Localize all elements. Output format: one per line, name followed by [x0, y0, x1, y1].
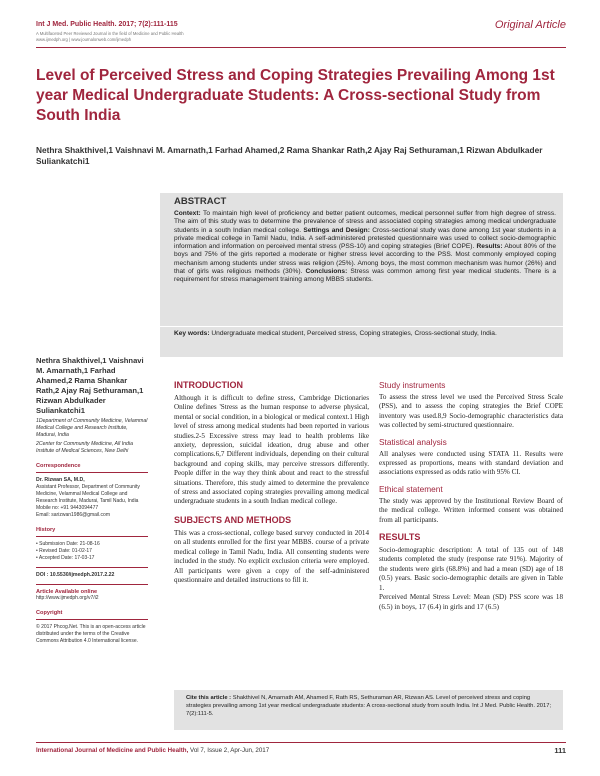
context-text: To maintain high level of proficiency and better patient outcomes, medical personnel suffer from high degree of stress. The aim of this study was to determine the prevalence of stress and associated coping strategies among medical undergraduate students in a south Indian medical college. [174, 210, 556, 234]
introduction-heading: INTRODUCTION [174, 380, 243, 390]
results-heading: RESULTS [379, 532, 421, 543]
results-text-2: Perceived Mental Stress Level: Mean (SD) PSS score was 18 (6.5) in boys, 17 (6.4) in girls and 17 (6.5) [379, 593, 563, 611]
abstract-heading: ABSTRACT [174, 196, 227, 207]
page-number: 111 [554, 746, 566, 755]
correspondence-email[interactable]: Email: sarizwan1986@gmail.com [36, 512, 110, 518]
correspondence-address: Assistant Professor, Department of Community Medicine, Velammal Medical College and Research Institute, Madurai, Tamil Nadu, India [36, 484, 140, 504]
article-type: Original Article [494, 19, 566, 31]
doi-divider [36, 567, 148, 568]
footer-divider [36, 742, 566, 743]
correspondence-name: Dr. Rizwan SA, M.D, [36, 477, 85, 483]
online-divider [36, 584, 148, 585]
copyright-divider [36, 619, 148, 620]
sidebar [36, 356, 148, 645]
online-heading: Article Available online [36, 589, 98, 595]
history-accepted: • Accepted Date: 17-03-17 [36, 555, 95, 561]
history-heading: History [36, 527, 56, 533]
statistics-text: All analyses were conducted using STATA 11. Results were expressed as proportions, means with standard deviation and associations expressed as odds ratio with 95% CI. [379, 449, 563, 477]
methods-heading: SUBJECTS AND METHODS [174, 514, 292, 525]
body-column-right [379, 380, 563, 612]
context-label: Context: [174, 210, 201, 217]
history-revised: • Revised Date: 01-02-17 [36, 548, 92, 554]
ethics-text: The study was approved by the Institutional Review Board of the medical college. Written informed consent was obtained from all participants. [379, 496, 563, 524]
keywords-divider [160, 326, 563, 327]
online-url[interactable]: http://www.ijmedph.org/v7/i2 [36, 595, 99, 601]
journal-citation: Int J Med. Public Health. 2017; 7(2):111-115 [36, 21, 178, 28]
conclusions-label: Conclusions: [305, 268, 348, 276]
copyright-text: © 2017 Phcog.Net. This is an open-access article distributed under the terms of the Creative Commons Attribution 4.0 International license. [36, 624, 146, 644]
body-column-left [174, 380, 369, 585]
settings-label: Settings and Design: [303, 226, 370, 234]
instruments-heading: Study instruments [379, 380, 446, 390]
methods-text: This was a cross-sectional, college based survey conducted in 2014 on all students enrolled for the first year MBBS. course of a private medical college in Tamil Nadu, India. All consenting students were included in the study. No explicit exclusion criteria were employed. All participants were given a copy of the self-administered questionnaire and detailed instructions to fill it. [174, 528, 369, 584]
history-divider [36, 536, 148, 537]
keywords [174, 330, 556, 338]
sidebar-affiliation-2: 2Center for Community Medicine, All India Institute of Medical Sciences, New Delhi [36, 441, 133, 454]
author-list: Nethra Shakthivel,1 Vaishnavi M. Amarnath,1 Farhad Ahamed,2 Rama Shankar Rath,2 Ajay Raj Sethuraman,1 Rizwan Abdulkader Suliankatchi1 [36, 145, 543, 166]
introduction-text: Although it is difficult to define stress, Cambridge Dictionaries Online defines 'Stress as the human response to adverse physical, mental or social condition, in a biological or medical context.1 High level of stress among medical students had been reported in various studies.2-5 Excessive stress may lead to health problems like anxiety, depression, suicidal ideation, drug abuse and other complications.6,7 Different individuals, depending on their cultural background and coping skills, may perceive stressors differently. People differ in the way they think about and react to the stressful situations. Therefore, this study aimed to determine the prevalence of stress and associated coping strategies prevailing among medical undergraduate students in a south Indian medical college. [174, 394, 369, 506]
doi[interactable]: DOI : 10.5530/ijmedph.2017.2.22 [36, 572, 115, 578]
cite-reference: Shakthivel N, Amarnath AM, Ahamed F, Rath RS, Sethuraman AR, Rizwan AS. Level of perceived stress and coping strategies prevailing among 1st year medical undergraduate students: A cross-sectional study from south India. Int J Med. Public Health. 2017; 7(2):111-5. [186, 695, 552, 717]
results-text-1: Socio-demographic description: A total of 135 out of 148 students completed the study (response rate 91%). Majority of the students were girls (68.8%) and had a mean (SD) age of 18 (0.5) years. Basic socio-demographic details are given in Table 1. [379, 546, 563, 592]
ethics-heading: Ethical statement [379, 483, 443, 494]
cite-label: Cite this article : [186, 695, 232, 701]
correspondence-mobile: Mobile no: +91 9443094477 [36, 505, 99, 511]
keywords-text: Undergraduate medical student, Perceived stress, Coping strategies, Cross-sectional study, India. [211, 330, 497, 337]
copyright-heading: Copyright [36, 610, 63, 616]
journal-tagline: A Multifaceted Peer Reviewed Journal in the field of Medicine and Public Health [36, 31, 184, 36]
results-text: About 80% of the boys and 75% of the girls reported a moderate or higher stress level according to the PSS. Most commonly employed coping mechanism among students under stress was religion (25%). Among boys, the most common mechanism was humor (26%) and that of girls was religious methods (30%). [174, 243, 556, 276]
journal-subtitle [36, 31, 184, 42]
settings-text: Cross-sectional study was done among 1st year students in a private medical college in Tamil Nadu, India. A self-administered pretested questionnaire was used to collect socio-demographic information and information on perceived mental stress (PSS-10) and coping strategies (Brief COPE). [174, 226, 557, 251]
conclusions-text: Stress was common among first year medical students. There is a requirement for stress management training among MBBS students. [174, 268, 557, 284]
keywords-label: Key words: [174, 330, 210, 337]
statistics-heading: Statistical analysis [379, 436, 447, 447]
abstract-text [174, 210, 556, 285]
sidebar-affiliation-1: 1Department of Community Medicine, Velammal Medical College and Research Institute, Madurai, India [36, 418, 148, 438]
header-divider [36, 47, 566, 48]
results-label: Results: [476, 243, 503, 251]
footer-journal [36, 747, 269, 754]
journal-websites[interactable]: www.ijmedph.org | www.journalonweb.com/ijmedph [36, 36, 132, 42]
sidebar-authors: Nethra Shakthivel,1 Vaishnavi M. Amarnath,1 Farhad Ahamed,2 Rama Shankar Rath,2 Ajay Raj Sethuraman,1 Rizwan Abdulkader Suliankatchi1 [36, 356, 144, 415]
page-title: Level of Perceived Stress and Coping Strategies Prevailing Among 1st year Medical Undergraduate Students: A Cross-sectional Study from South India [36, 67, 555, 124]
cite-text [186, 694, 556, 718]
correspondence-heading: Correspondence [36, 463, 81, 469]
footer-issue: Vol 7, Issue 2, Apr-Jun, 2017 [190, 747, 270, 754]
footer-journal-name: International Journal of Medicine and Public Health, [36, 747, 189, 754]
instruments-text: To assess the stress level we used the Perceived Stress Scale (PSS), and to assess the coping strategies the Brief COPE inventory was used.8,9 Socio-demographic characteristics data was collected by semi-structured questionnaire. [379, 393, 563, 430]
correspondence-divider [36, 472, 148, 473]
history-submission: • Submission Date: 21-08-16 [36, 541, 100, 547]
